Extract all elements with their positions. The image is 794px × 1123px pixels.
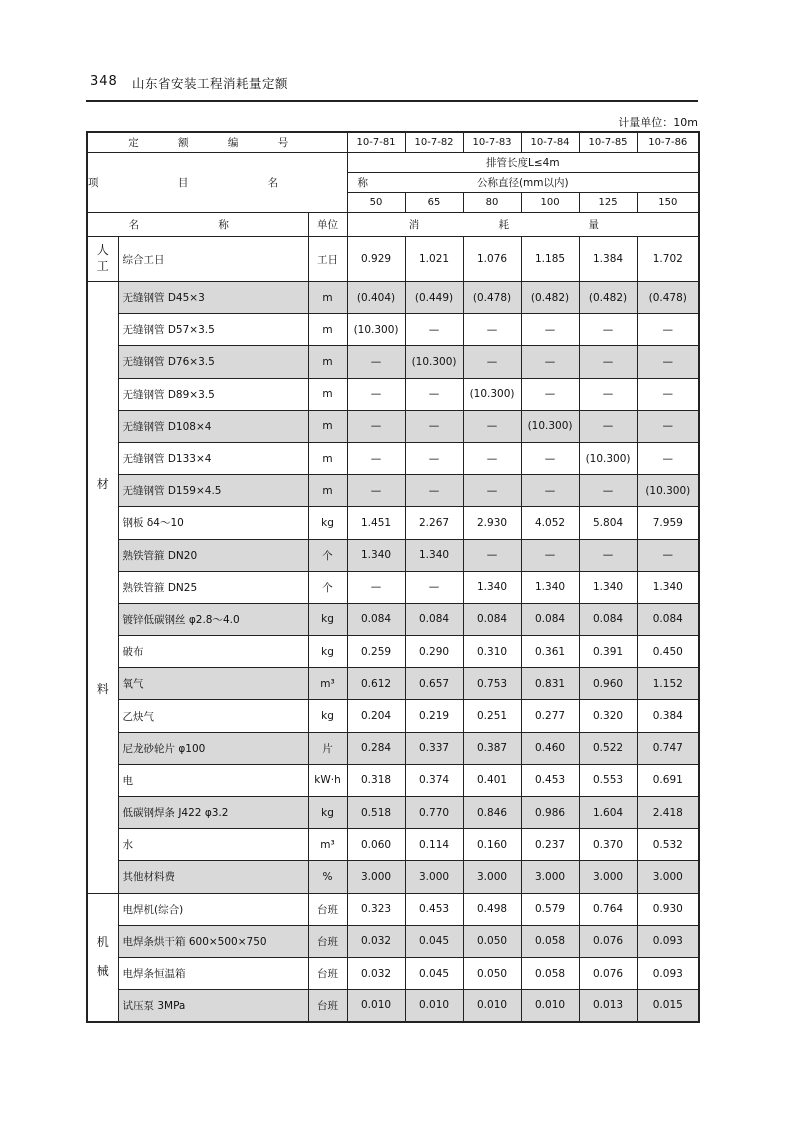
- item-name-label: 项 目 名 称: [87, 153, 347, 213]
- value-cell: 1.451: [347, 507, 405, 539]
- table-row: [87, 282, 699, 314]
- value-cell: 0.532: [637, 829, 699, 861]
- category-char: 料: [96, 682, 109, 697]
- value-cell: —: [463, 539, 521, 571]
- value-cell: 5.804: [579, 507, 637, 539]
- item-name-cell: 无缝钢管 D159×4.5: [118, 475, 308, 507]
- value-cell: 0.318: [347, 764, 405, 796]
- value-cell: —: [637, 378, 699, 410]
- quota-table: [86, 131, 700, 1023]
- value-cell: 0.337: [405, 732, 463, 764]
- value-cell: 0.930: [637, 893, 699, 925]
- value-cell: 0.361: [521, 636, 579, 668]
- value-cell: —: [405, 571, 463, 603]
- table-row: [87, 410, 699, 442]
- value-cell: 0.770: [405, 797, 463, 829]
- unit-cell: m: [308, 282, 347, 314]
- header-row-columns: [87, 213, 699, 237]
- quota-code-cell: 10-7-84: [521, 132, 579, 153]
- category-char: 人: [96, 243, 109, 258]
- value-cell: —: [637, 346, 699, 378]
- unit-cell: m³: [308, 668, 347, 700]
- value-cell: 0.310: [463, 636, 521, 668]
- table-row: [87, 829, 699, 861]
- value-cell: (10.300): [521, 410, 579, 442]
- table-row: [87, 539, 699, 571]
- value-cell: 0.453: [521, 764, 579, 796]
- value-cell: 0.050: [463, 925, 521, 957]
- unit-cell: 个: [308, 571, 347, 603]
- value-cell: —: [405, 475, 463, 507]
- value-cell: 0.831: [521, 668, 579, 700]
- value-cell: (10.300): [347, 314, 405, 346]
- unit-cell: kg: [308, 700, 347, 732]
- table-body: [87, 237, 699, 1022]
- item-name-cell: 无缝钢管 D45×3: [118, 282, 308, 314]
- unit-cell: kg: [308, 507, 347, 539]
- table-row: [87, 732, 699, 764]
- value-cell: 2.418: [637, 797, 699, 829]
- table-row: [87, 700, 699, 732]
- table-header: [87, 132, 699, 237]
- value-cell: 1.340: [405, 539, 463, 571]
- diameter-cell: 80: [463, 193, 521, 213]
- value-cell: 0.612: [347, 668, 405, 700]
- diameter-cell: 150: [637, 193, 699, 213]
- value-cell: 0.277: [521, 700, 579, 732]
- value-cell: 0.960: [579, 668, 637, 700]
- item-name-cell: 电焊机(综合): [118, 893, 308, 925]
- value-cell: —: [347, 571, 405, 603]
- value-cell: 0.522: [579, 732, 637, 764]
- table-row: [87, 237, 699, 282]
- table-row: [87, 603, 699, 635]
- table-row: [87, 990, 699, 1022]
- table-row: [87, 957, 699, 989]
- value-cell: 0.084: [347, 603, 405, 635]
- unit-cell: 台班: [308, 925, 347, 957]
- diameter-cell: 100: [521, 193, 579, 213]
- value-cell: 0.219: [405, 700, 463, 732]
- value-cell: 0.084: [463, 603, 521, 635]
- value-cell: 0.160: [463, 829, 521, 861]
- name-column-label: 名 称: [87, 213, 308, 237]
- value-cell: 1.021: [405, 237, 463, 282]
- unit-column-label: 单位: [308, 213, 347, 237]
- unit-cell: kg: [308, 797, 347, 829]
- value-cell: —: [579, 410, 637, 442]
- value-cell: (0.482): [521, 282, 579, 314]
- value-cell: 3.000: [637, 861, 699, 893]
- value-cell: 0.747: [637, 732, 699, 764]
- value-cell: (10.300): [579, 442, 637, 474]
- value-cell: 0.010: [405, 990, 463, 1022]
- item-name-cell: 综合工日: [118, 237, 308, 282]
- value-cell: 0.579: [521, 893, 579, 925]
- value-cell: —: [347, 346, 405, 378]
- value-cell: 0.986: [521, 797, 579, 829]
- table-row: [87, 475, 699, 507]
- value-cell: 0.058: [521, 957, 579, 989]
- value-cell: (10.300): [637, 475, 699, 507]
- book-title: 山东省安装工程消耗量定额: [132, 76, 289, 91]
- value-cell: 1.340: [463, 571, 521, 603]
- unit-cell: kW·h: [308, 764, 347, 796]
- item-name-cell: 尼龙砂轮片 φ100: [118, 732, 308, 764]
- value-cell: 0.518: [347, 797, 405, 829]
- value-cell: 0.846: [463, 797, 521, 829]
- value-cell: 0.084: [521, 603, 579, 635]
- item-name-cell: 钢板 δ4～10: [118, 507, 308, 539]
- value-cell: (0.478): [637, 282, 699, 314]
- table-row: [87, 346, 699, 378]
- value-cell: 0.251: [463, 700, 521, 732]
- value-cell: 0.460: [521, 732, 579, 764]
- unit-cell: 台班: [308, 893, 347, 925]
- value-cell: —: [463, 314, 521, 346]
- value-cell: 0.259: [347, 636, 405, 668]
- value-cell: —: [579, 539, 637, 571]
- quota-code-label: 定 额 编 号: [87, 132, 347, 153]
- value-cell: 0.045: [405, 925, 463, 957]
- unit-cell: m: [308, 314, 347, 346]
- value-cell: —: [579, 346, 637, 378]
- value-cell: 0.010: [521, 990, 579, 1022]
- value-cell: 0.764: [579, 893, 637, 925]
- item-name-cell: 低碳钢焊条 J422 φ3.2: [118, 797, 308, 829]
- value-cell: (0.482): [579, 282, 637, 314]
- quota-code-cell: 10-7-83: [463, 132, 521, 153]
- item-name-cell: 熟铁管箍 DN25: [118, 571, 308, 603]
- value-cell: 0.058: [521, 925, 579, 957]
- value-cell: —: [347, 442, 405, 474]
- value-cell: —: [405, 410, 463, 442]
- value-cell: —: [347, 410, 405, 442]
- value-cell: 0.084: [637, 603, 699, 635]
- value-cell: (10.300): [405, 346, 463, 378]
- value-cell: 1.340: [579, 571, 637, 603]
- value-cell: —: [347, 378, 405, 410]
- unit-cell: 工日: [308, 237, 347, 282]
- value-cell: —: [637, 442, 699, 474]
- value-cell: —: [637, 539, 699, 571]
- table-row: [87, 861, 699, 893]
- value-cell: 0.010: [347, 990, 405, 1022]
- unit-cell: 片: [308, 732, 347, 764]
- unit-cell: m³: [308, 829, 347, 861]
- value-cell: —: [405, 378, 463, 410]
- item-name-cell: 水: [118, 829, 308, 861]
- item-name-cell: 其他材料费: [118, 861, 308, 893]
- value-cell: 2.930: [463, 507, 521, 539]
- value-cell: 2.267: [405, 507, 463, 539]
- page-header: [86, 70, 698, 102]
- category-cell: [87, 893, 118, 1022]
- table-row: [87, 925, 699, 957]
- value-cell: —: [521, 378, 579, 410]
- item-name-cell: 试压泵 3MPa: [118, 990, 308, 1022]
- unit-cell: m: [308, 378, 347, 410]
- value-cell: 1.340: [347, 539, 405, 571]
- value-cell: 1.702: [637, 237, 699, 282]
- value-cell: 0.387: [463, 732, 521, 764]
- unit-cell: kg: [308, 636, 347, 668]
- value-cell: 3.000: [579, 861, 637, 893]
- quota-code-cell: 10-7-85: [579, 132, 637, 153]
- table-row: [87, 797, 699, 829]
- value-cell: (0.478): [463, 282, 521, 314]
- item-name-cell: 无缝钢管 D76×3.5: [118, 346, 308, 378]
- unit-cell: 个: [308, 539, 347, 571]
- value-cell: 3.000: [347, 861, 405, 893]
- value-cell: —: [463, 475, 521, 507]
- category-char: 材: [96, 476, 109, 491]
- page-number: 348: [90, 74, 118, 89]
- unit-cell: m: [308, 475, 347, 507]
- category-cell: [87, 282, 118, 894]
- item-name-cell: 无缝钢管 D57×3.5: [118, 314, 308, 346]
- item-name-cell: 无缝钢管 D108×4: [118, 410, 308, 442]
- value-cell: —: [347, 475, 405, 507]
- value-cell: —: [637, 410, 699, 442]
- value-cell: 0.453: [405, 893, 463, 925]
- item-name-cell: 破布: [118, 636, 308, 668]
- quota-code-cell: 10-7-81: [347, 132, 405, 153]
- diameter-cell: 125: [579, 193, 637, 213]
- value-cell: (10.300): [463, 378, 521, 410]
- item-name-cell: 无缝钢管 D89×3.5: [118, 378, 308, 410]
- value-cell: 0.498: [463, 893, 521, 925]
- unit-cell: kg: [308, 603, 347, 635]
- value-cell: 0.401: [463, 764, 521, 796]
- value-cell: 0.929: [347, 237, 405, 282]
- value-cell: (0.449): [405, 282, 463, 314]
- value-cell: 0.015: [637, 990, 699, 1022]
- item-name-cell: 电焊条恒温箱: [118, 957, 308, 989]
- value-cell: 7.959: [637, 507, 699, 539]
- value-cell: 1.340: [637, 571, 699, 603]
- value-cell: —: [579, 475, 637, 507]
- table-row: [87, 636, 699, 668]
- value-cell: —: [463, 410, 521, 442]
- table-row: [87, 314, 699, 346]
- value-cell: 0.374: [405, 764, 463, 796]
- value-cell: —: [579, 314, 637, 346]
- value-cell: —: [637, 314, 699, 346]
- value-cell: 0.450: [637, 636, 699, 668]
- header-row-codes: [87, 132, 699, 153]
- value-cell: 0.323: [347, 893, 405, 925]
- value-cell: 0.753: [463, 668, 521, 700]
- value-cell: 1.604: [579, 797, 637, 829]
- value-cell: 3.000: [463, 861, 521, 893]
- table-row: [87, 507, 699, 539]
- unit-cell: %: [308, 861, 347, 893]
- value-cell: 0.076: [579, 925, 637, 957]
- value-cell: 0.084: [579, 603, 637, 635]
- value-cell: 1.384: [579, 237, 637, 282]
- value-cell: 0.290: [405, 636, 463, 668]
- value-cell: 0.320: [579, 700, 637, 732]
- category-char: 工: [96, 259, 109, 273]
- item-name-cell: 乙炔气: [118, 700, 308, 732]
- value-cell: 4.052: [521, 507, 579, 539]
- value-cell: 0.553: [579, 764, 637, 796]
- value-cell: 0.093: [637, 925, 699, 957]
- item-name-cell: 氧气: [118, 668, 308, 700]
- value-cell: 0.013: [579, 990, 637, 1022]
- value-cell: 0.384: [637, 700, 699, 732]
- value-cell: 0.060: [347, 829, 405, 861]
- value-cell: 0.657: [405, 668, 463, 700]
- diameter-cell: 65: [405, 193, 463, 213]
- value-cell: 0.093: [637, 957, 699, 989]
- value-cell: —: [521, 475, 579, 507]
- diameter-cell: 50: [347, 193, 405, 213]
- value-cell: 0.084: [405, 603, 463, 635]
- item-name-cell: 电焊条烘干箱 600×500×750: [118, 925, 308, 957]
- value-cell: 0.284: [347, 732, 405, 764]
- item-name-cell: 无缝钢管 D133×4: [118, 442, 308, 474]
- table-row: [87, 378, 699, 410]
- item-name-cell: 电: [118, 764, 308, 796]
- table-row: [87, 893, 699, 925]
- unit-cell: m: [308, 346, 347, 378]
- measurement-unit-note: 计量单位：10m: [618, 116, 698, 129]
- value-cell: 0.032: [347, 925, 405, 957]
- value-cell: 3.000: [405, 861, 463, 893]
- consumption-label: 消 耗 量: [347, 213, 699, 237]
- value-cell: 0.050: [463, 957, 521, 989]
- value-cell: 1.152: [637, 668, 699, 700]
- item-name-cell: 熟铁管箍 DN20: [118, 539, 308, 571]
- value-cell: —: [405, 314, 463, 346]
- value-cell: 3.000: [521, 861, 579, 893]
- category-cell: [87, 237, 118, 282]
- unit-cell: m: [308, 410, 347, 442]
- quota-code-cell: 10-7-82: [405, 132, 463, 153]
- value-cell: 0.010: [463, 990, 521, 1022]
- table-row: [87, 571, 699, 603]
- value-cell: 1.185: [521, 237, 579, 282]
- unit-cell: 台班: [308, 957, 347, 989]
- quota-code-cell: 10-7-86: [637, 132, 699, 153]
- value-cell: 0.691: [637, 764, 699, 796]
- value-cell: 0.045: [405, 957, 463, 989]
- value-cell: 0.204: [347, 700, 405, 732]
- value-cell: 0.370: [579, 829, 637, 861]
- value-cell: 1.340: [521, 571, 579, 603]
- value-cell: —: [463, 442, 521, 474]
- unit-cell: 台班: [308, 990, 347, 1022]
- value-cell: —: [521, 346, 579, 378]
- value-cell: (0.404): [347, 282, 405, 314]
- value-cell: 0.237: [521, 829, 579, 861]
- nominal-diameter-label: 公称直径(mm以内): [347, 173, 699, 193]
- item-name-cell: 镀锌低碳钢丝 φ2.8～4.0: [118, 603, 308, 635]
- category-char: 械: [96, 964, 109, 979]
- value-cell: —: [579, 378, 637, 410]
- table-row: [87, 442, 699, 474]
- value-cell: —: [521, 539, 579, 571]
- unit-cell: m: [308, 442, 347, 474]
- value-cell: 1.076: [463, 237, 521, 282]
- value-cell: 0.032: [347, 957, 405, 989]
- value-cell: 0.076: [579, 957, 637, 989]
- table-row: [87, 668, 699, 700]
- value-cell: 0.391: [579, 636, 637, 668]
- header-row-length: [87, 153, 699, 173]
- value-cell: —: [405, 442, 463, 474]
- value-cell: —: [521, 314, 579, 346]
- value-cell: —: [521, 442, 579, 474]
- value-cell: 0.114: [405, 829, 463, 861]
- value-cell: —: [463, 346, 521, 378]
- category-char: 机: [96, 934, 109, 949]
- pipe-length-label: 排管长度L≤4m: [347, 153, 699, 173]
- table-row: [87, 764, 699, 796]
